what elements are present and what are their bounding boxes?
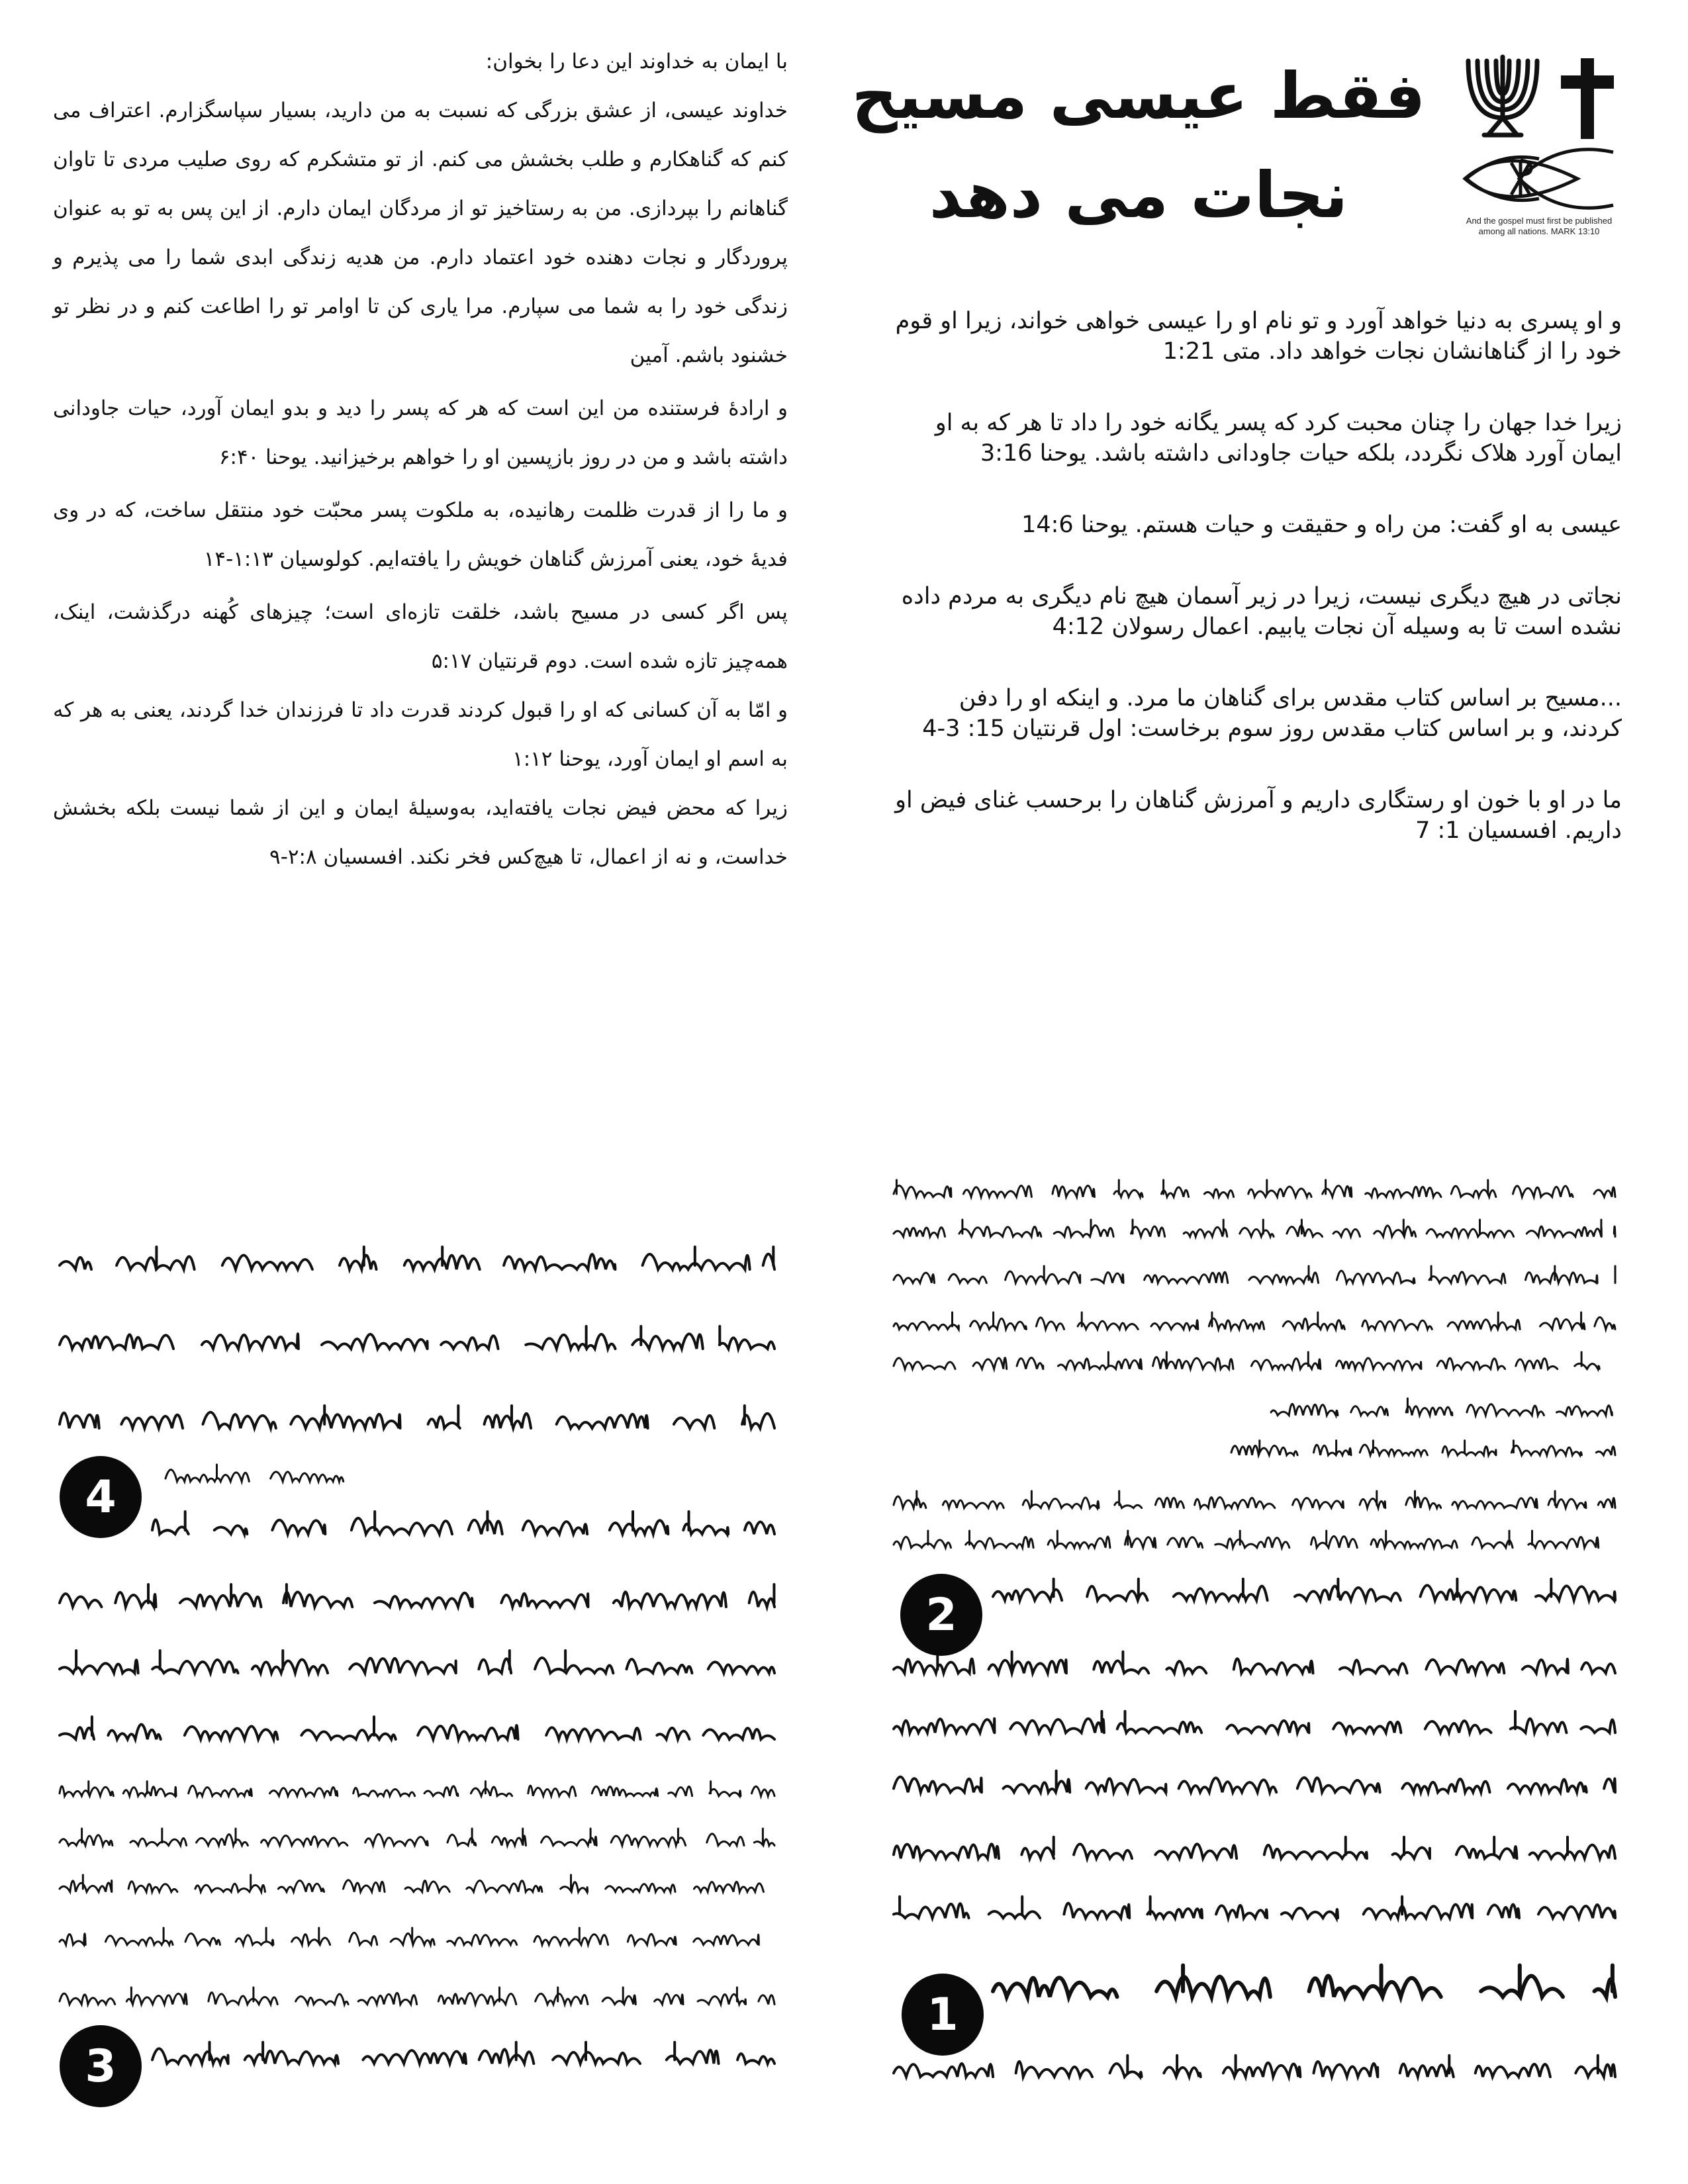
script-line bbox=[60, 1829, 774, 1846]
script-line bbox=[894, 1180, 1615, 1197]
verse-2-corinthians-5-17: پس اگر کسی در مسیح باشد، خلقت تازه‌ای است؛ چیزهای کُهنه درگذشت، اینک، همه‌چیز تازه شده است. دوم قرنتیان ۵:۱۷ bbox=[53, 600, 788, 673]
verse-matthew-1-21: و او پسری به دنیا خواهد آورد و تو نام او را عیسی خواهی خواند، زیرا او قوم خود را از گناهانشان نجات خواهد داد. متی 1:21 bbox=[895, 308, 1622, 365]
verse-colossians-1-13: و ما را از قدرت ظلمت رهانیده، به ملکوت پسر محبّت خود منتقل ساخت، که در وی فدیهٔ خود، یعنی آمرزش گناهان خویش را یافته‌ایم. کولوسیان ۱:۱۳-۱۴ bbox=[53, 498, 788, 571]
section-number-badge-1: 1 bbox=[902, 1974, 984, 2056]
prayer-text: خداوند عیسی، از عشق بزرگی که نسبت به من دارید، بسیار سپاسگزارم. اعتراف می کنم که گناهکارم و طلب بخشش می کنم. از تو متشکرم که روی صلیب مردی تا تاوان گناهانم را بپردازی. من به رستاخیز تو از مردگان ایمان دارم. از این پس به تو به عنوان پروردگار و نجات دهنده خود اعتماد دارم. من هدیه زندگی ابدی شما را می پذیرم و زندگی خود را به شما می سپارم. مرا یاری کن تا اوامر تو را اطاعت کنم و در نظر تو خشنود باشم. آمین bbox=[53, 99, 788, 367]
script-line bbox=[60, 1326, 774, 1349]
menorah-icon bbox=[1456, 53, 1549, 139]
section-number-badge-2: 2 bbox=[900, 1574, 982, 1656]
verses-block bbox=[894, 306, 1622, 887]
verse-ephesians-1-7: ما در او با خون او رستگاری داریم و آمرزش گناهان را برحسب غنای فیض او داریم. افسسیان 1: 7 bbox=[895, 787, 1622, 844]
script-line bbox=[60, 1247, 774, 1269]
verse-ephesians-2-8: زیرا که محض فیض نجات یافته‌اید، به‌وسیلهٔ ایمان و این از شما نیست بلکه بخشش خداست، و نه از اعمال، تا هیچ‌کس فخر نکند. افسسیان ۲:۸-۹ bbox=[53, 796, 788, 869]
script-line bbox=[60, 1717, 774, 1739]
script-line bbox=[60, 1875, 763, 1892]
verse-john-6-40: و ارادهٔ فرستنده من این است که هر که پسر را دید و بدو ایمان آورد، حیات جاودانی داشته باشد و من در روز بازپسین او را خواهم برخیزانید. یوحنا ۶:۴۰ bbox=[53, 396, 788, 469]
script-line bbox=[993, 1579, 1615, 1600]
script-text-left bbox=[53, 1231, 781, 2124]
script-line bbox=[894, 2056, 1615, 2077]
script-line bbox=[894, 1491, 1615, 1508]
script-line bbox=[894, 1897, 1615, 1918]
script-line bbox=[152, 1512, 774, 1534]
script-line bbox=[60, 1584, 774, 1607]
script-line bbox=[894, 1837, 1615, 1858]
prayer-block bbox=[53, 37, 788, 882]
section-number-badge-4: 4 bbox=[60, 1456, 142, 1538]
verse-acts-4-12: نجاتی در هیچ دیگری نیست، زیرا در زیر آسمان هیچ نام دیگری به مردم داده نشده است تا به وسیله آن نجات یابیم. اعمال رسولان 4:12 bbox=[901, 583, 1622, 640]
script-line bbox=[60, 1406, 774, 1428]
script-line bbox=[894, 1220, 1615, 1237]
script-line bbox=[894, 1352, 1599, 1369]
script-line bbox=[894, 1771, 1615, 1792]
ichthys-fish-chi-rho-icon bbox=[1460, 146, 1618, 212]
prayer-heading: با ایمان به خداوند این دعا را بخوان: bbox=[485, 50, 788, 73]
script-line bbox=[894, 1531, 1599, 1548]
verse-john-1-12: و امّا به آن کسانی که او را قبول کردند قدرت داد تا فرزندان خدا گردند، یعنی به هر که به اسم او ایمان آورد، یوحنا ۱:۱۲ bbox=[53, 698, 788, 771]
mark-13-10-caption: And the gospel must first be published among all nations. MARK 13:10 bbox=[1466, 216, 1613, 236]
title-line-1: فقط عیسی مسیح bbox=[851, 59, 1426, 133]
title-line-2: نجات می دهد bbox=[929, 158, 1348, 232]
script-line bbox=[165, 1465, 344, 1482]
script-squiggles bbox=[887, 1165, 1622, 2138]
script-line bbox=[894, 1652, 1615, 1673]
script-line bbox=[1231, 1441, 1615, 1455]
script-line bbox=[894, 1312, 1615, 1330]
verse-john-3-16: زیرا خدا جهان را چنان محبت کرد که پسر یگانه خود را داد تا هر که به او ایمان آورد هلاک نگردد، بلکه حیات جاودانی داشته باشد. یوحنا 3:16 bbox=[935, 410, 1622, 467]
script-line bbox=[894, 1266, 1615, 1283]
script-squiggles bbox=[53, 1231, 781, 2124]
script-line bbox=[152, 2042, 774, 2064]
verse-1-corinthians-15-3: ...مسیح بر اساس کتاب مقدس برای گناهان ما مرد. و اینکه او را دفن کردند، و بر اساس کتاب مقدس روز سوم برخاست: اول قرنتیان 15: 3-4 bbox=[922, 685, 1622, 742]
script-line bbox=[1271, 1398, 1612, 1416]
script-line bbox=[60, 1928, 759, 1945]
script-line bbox=[60, 1987, 774, 2005]
script-line bbox=[60, 1651, 774, 1673]
verse-john-14-6: عیسی به او گفت: من راه و حقیقت و حیات هستم. یوحنا 14:6 bbox=[1021, 512, 1622, 538]
script-line bbox=[993, 1966, 1615, 1997]
page-title bbox=[847, 46, 1430, 245]
script-line bbox=[894, 1711, 1615, 1733]
script-line bbox=[60, 1782, 774, 1796]
cross-icon bbox=[1554, 56, 1620, 142]
section-number-badge-3: 3 bbox=[60, 2025, 142, 2107]
script-text-right bbox=[887, 1165, 1622, 2138]
